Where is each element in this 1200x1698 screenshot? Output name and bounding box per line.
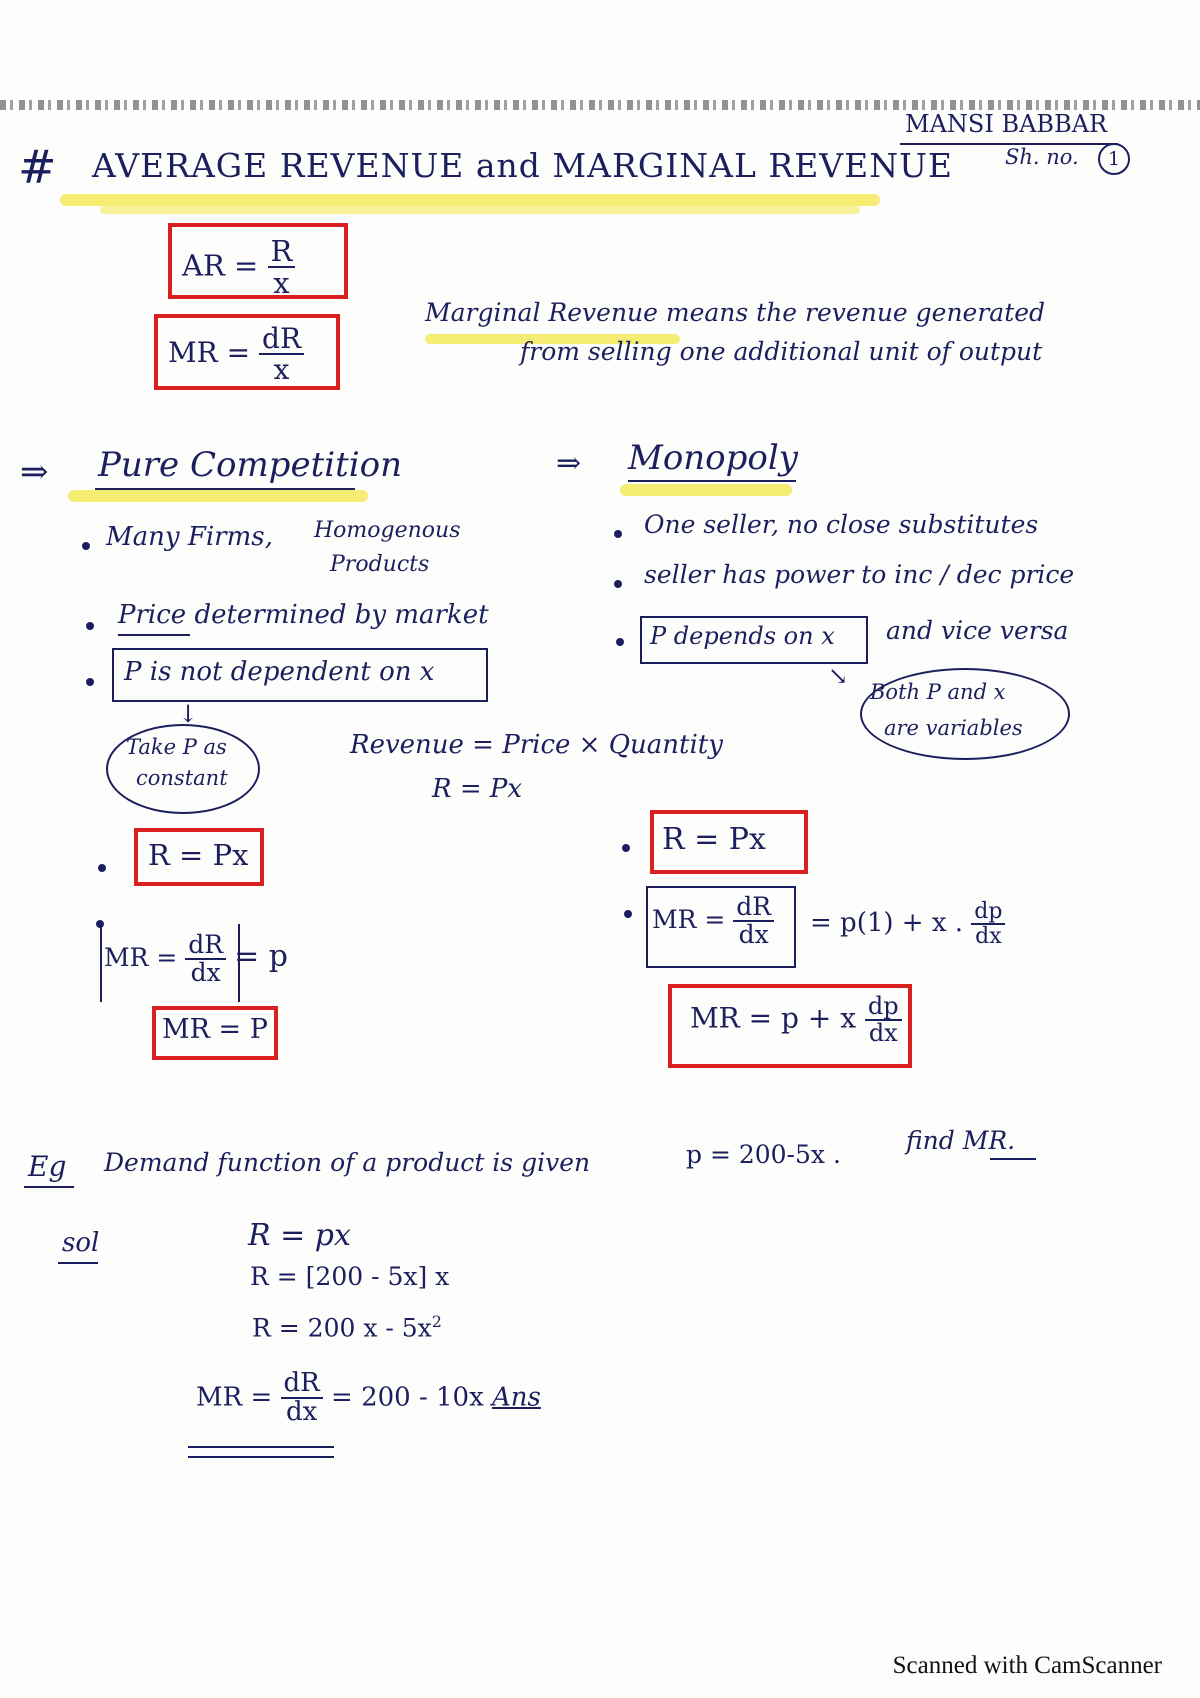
monopoly-highlight	[620, 484, 792, 496]
mono-note-line-2: are variables	[884, 716, 1023, 740]
definition-line-1: Marginal Revenue means the revenue generated	[425, 298, 1046, 327]
bullet	[86, 678, 94, 686]
pc-bullet-2: Price determined by market	[118, 600, 489, 630]
pc-bullet-1c: Products	[330, 552, 430, 577]
pure-competition-arrow: ⇒	[20, 452, 49, 492]
pc-mr-formula: MR = $\frac{dR}{dx}$ = p	[104, 930, 288, 988]
solution-label-underline	[58, 1262, 98, 1264]
mono-bullet-3-rest: and vice versa	[886, 616, 1069, 645]
torn-page-border	[0, 100, 1200, 110]
revenue-line-2: R = Px	[432, 774, 523, 804]
page-title: AVERAGE REVENUE and MARGINAL REVENUE	[92, 146, 953, 185]
example-statement: Demand function of a product is given	[104, 1148, 591, 1177]
sheet-label: Sh. no.	[1005, 145, 1079, 169]
mono-bullet-1: One seller, no close substitutes	[644, 510, 1039, 539]
definition-line-2: from selling one additional unit of output	[520, 337, 1043, 366]
bullet	[622, 844, 630, 852]
bullet	[616, 638, 624, 646]
revenue-line-1: Revenue = Price × Quantity	[350, 730, 723, 760]
mono-mr-formula: MR = $\frac{dR}{dx}$	[652, 894, 774, 949]
title-highlight	[60, 194, 880, 206]
bullet	[86, 622, 94, 630]
example-task: find MR.	[906, 1126, 1016, 1155]
solution-step-2: R = [200 - 5x] x	[250, 1262, 450, 1291]
pc-bullet-1b: Homogenous	[314, 518, 461, 543]
monopoly-underline	[628, 480, 796, 482]
mr-formula: MR = $\frac{dR}{x}$	[168, 324, 304, 385]
pc-r-formula: R = Px	[148, 838, 249, 872]
pure-competition-heading: Pure Competition	[98, 445, 403, 485]
bullet	[614, 530, 622, 538]
solution-step-4: MR = $\frac{dR}{dx}$ = 200 - 10x Ans	[196, 1368, 541, 1428]
pc-mr-result: MR = P	[162, 1014, 268, 1045]
solution-double-underline	[188, 1446, 334, 1448]
solution-step-3: R = 200 x - $5x^2$	[252, 1312, 442, 1343]
example-task-underline	[990, 1158, 1036, 1160]
pc-note-line-1: Take P as	[126, 735, 227, 759]
pure-competition-highlight	[68, 490, 368, 502]
solution-label: sol	[62, 1228, 100, 1258]
mono-mr-expansion: = p(1) + x . $\frac{dp}{dx}$	[810, 900, 1005, 948]
example-label: Eg	[28, 1150, 67, 1183]
mono-mr-result: MR = p + x $\frac{dp}{dx}$	[690, 994, 902, 1046]
down-arrow: ↘	[828, 662, 849, 690]
pc-bullet-2-underline	[118, 634, 190, 636]
monopoly-arrow: ⇒	[556, 446, 582, 481]
pc-bullet-1a: Many Firms,	[106, 522, 273, 552]
bullet	[624, 910, 632, 918]
pc-bullet-3: P is not dependent on x	[124, 657, 435, 687]
pc-note-line-2: constant	[136, 766, 228, 790]
example-given: p = 200-5x .	[686, 1140, 841, 1169]
author-name: MANSI BABBAR	[905, 110, 1108, 138]
solution-double-underline	[188, 1456, 334, 1458]
mono-bullet-2: seller has power to inc / dec price	[644, 560, 1075, 589]
mono-note-line-1: Both P and x	[870, 680, 1006, 704]
bullet	[82, 542, 90, 550]
solution-step-1: R = px	[248, 1218, 351, 1253]
mono-r-formula: R = Px	[662, 822, 766, 857]
example-label-underline	[24, 1186, 74, 1188]
ar-formula: AR = $\frac{R}{x}$	[182, 236, 295, 299]
bullet	[98, 864, 106, 872]
title-highlight-2	[100, 206, 860, 214]
title-hash: #	[18, 140, 57, 194]
monopoly-heading: Monopoly	[628, 438, 798, 478]
bullet	[614, 580, 622, 588]
sheet-number: 1	[1098, 143, 1130, 175]
mono-bullet-3-boxed: P depends on x	[650, 622, 835, 650]
scanner-watermark: Scanned with CamScanner	[892, 1652, 1162, 1679]
down-arrow: ↓	[178, 700, 199, 728]
